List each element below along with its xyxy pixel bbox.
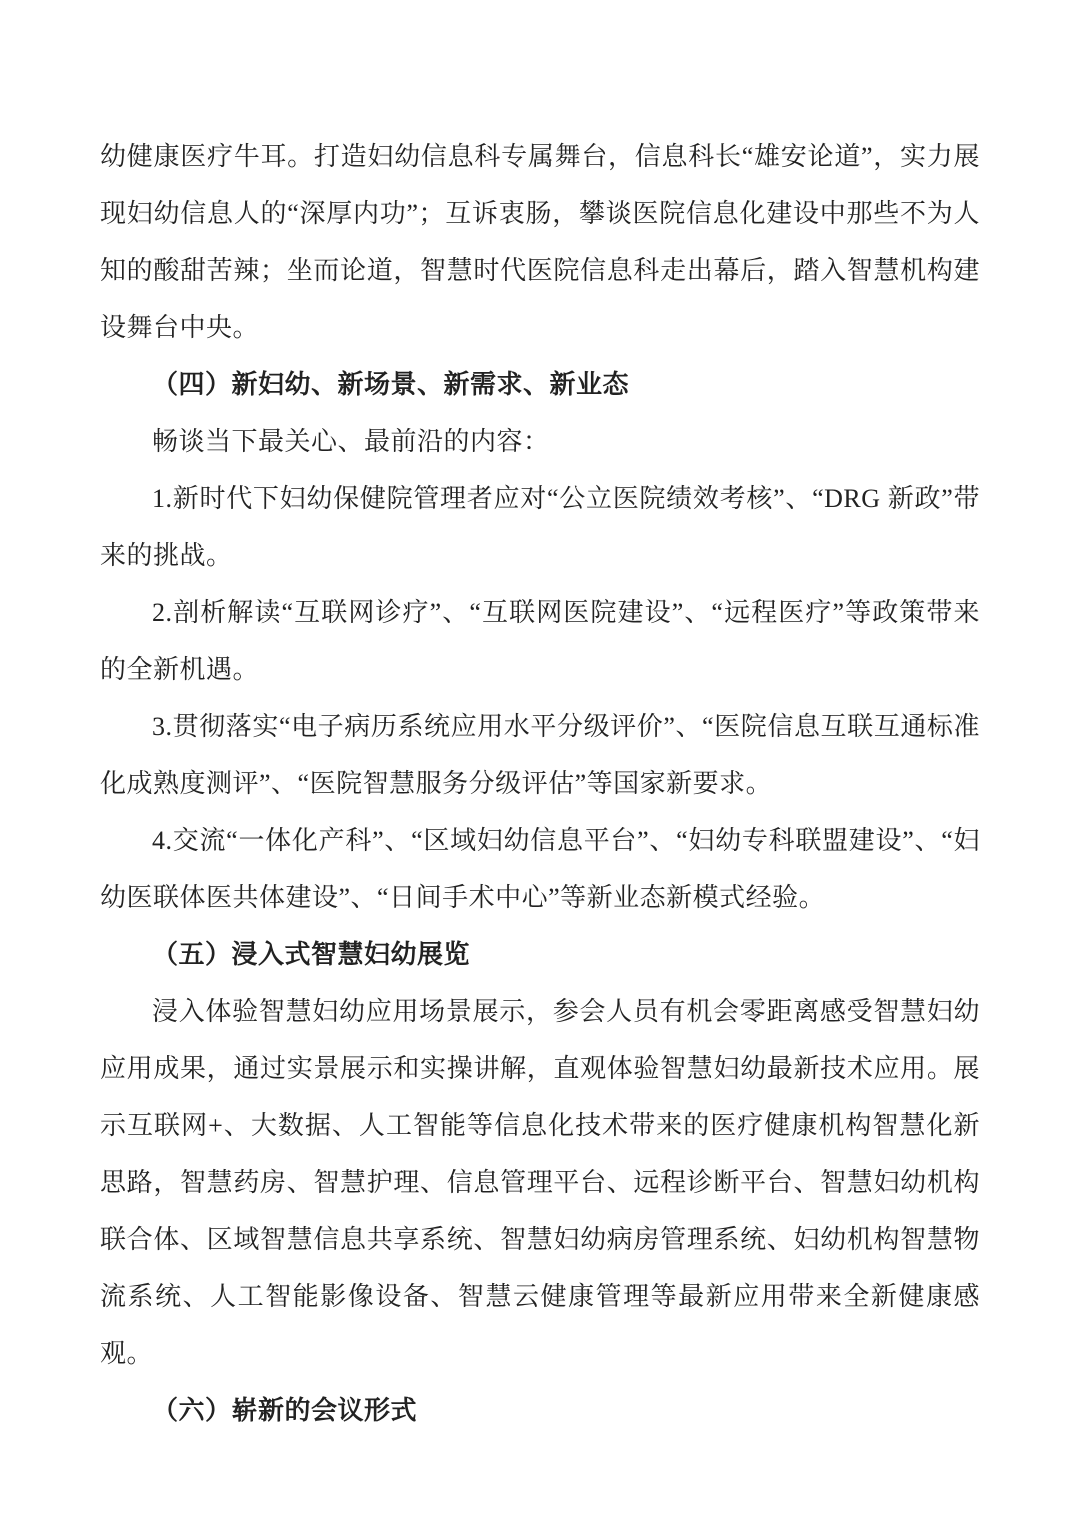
list-item-2: 2.剖析解读“互联网诊疗”、“互联网医院建设”、“远程医疗”等政策带来的全新机遇。 (100, 598, 980, 684)
section-heading-six: （六）崭新的会议形式 (152, 1396, 418, 1425)
body-paragraph-exhibition: 浸入体验智慧妇幼应用场景展示，参会人员有机会零距离感受智慧妇幼应用成果，通过实景展示和实操讲解，直观体验智慧妇幼最新技术应用。展示互联网+、大数据、人工智能等信息化技术带来的医疗健康机构智慧化新思路，智慧药房、智慧护理、信息管理平台、远程诊断平台、智慧妇幼机构联合体、区域智慧信息共享系统、智慧妇幼病房管理系统、妇幼机构智慧物流系统、人工智能影像设备、智慧云健康管理等最新应用带来全新健康感观。 (100, 997, 980, 1368)
list-item-3: 3.贯彻落实“电子病历系统应用水平分级评价”、“医院信息互联互通标准化成熟度测评”、“医院智慧服务分级评估”等国家新要求。 (100, 712, 980, 798)
list-item-1: 1.新时代下妇幼保健院管理者应对“公立医院绩效考核”、“DRG 新政”带来的挑战。 (100, 484, 980, 570)
body-paragraph-intro: 畅谈当下最关心、最前沿的内容： (152, 427, 550, 456)
body-paragraph-continuation: 幼健康医疗牛耳。打造妇幼信息科专属舞台，信息科长“雄安论道”，实力展现妇幼信息人的“深厚内功”；互诉衷肠，攀谈医院信息化建设中那些不为人知的酸甜苦辣；坐而论道，智慧时代医院信息科走出幕后，踏入智慧机构建设舞台中央。 (100, 142, 980, 342)
section-heading-five: （五）浸入式智慧妇幼展览 (152, 940, 471, 969)
list-item-4: 4.交流“一体化产科”、“区域妇幼信息平台”、“妇幼专科联盟建设”、“妇幼医联体医共体建设”、“日间手术中心”等新业态新模式经验。 (100, 826, 980, 912)
section-heading-four: （四）新妇幼、新场景、新需求、新业态 (152, 370, 630, 399)
